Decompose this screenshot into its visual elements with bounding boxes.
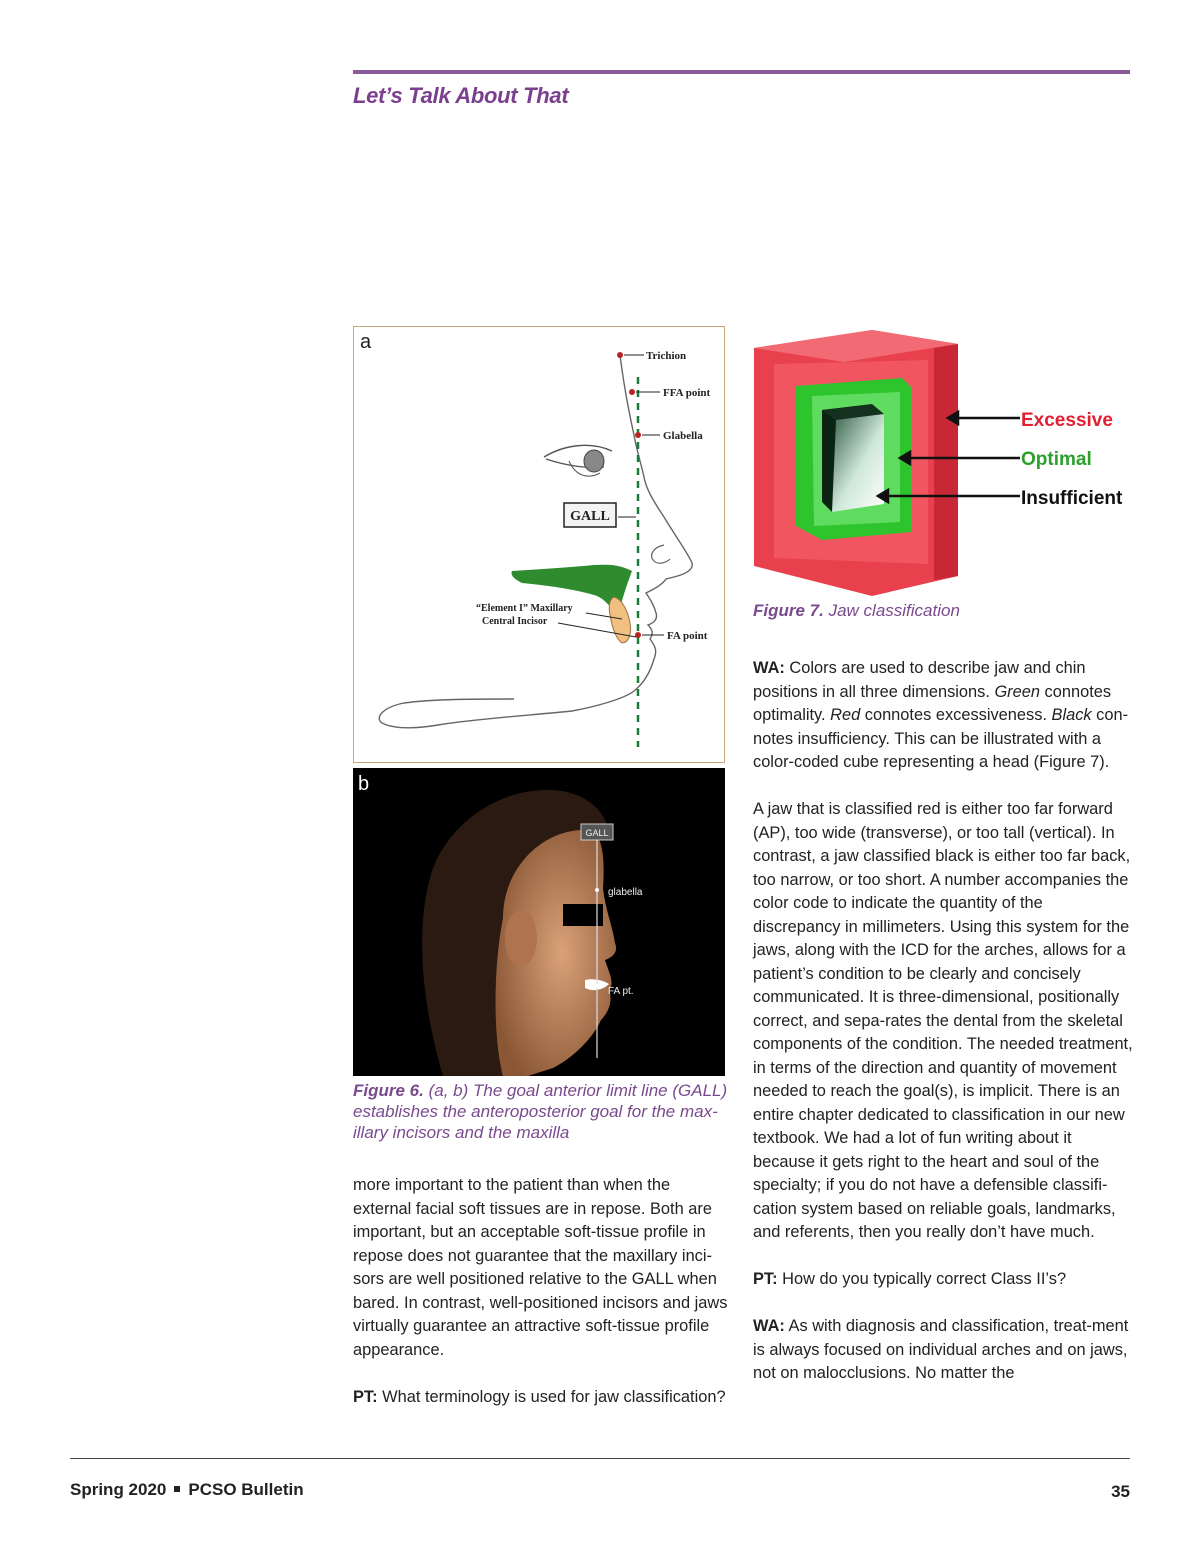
face-profile-outline [379,355,692,728]
label-glabella: Glabella [663,430,703,442]
question-text: What terminology is used for jaw classification? [377,1387,726,1406]
footer-publication [70,1480,304,1500]
footer-season: Spring 2020 [70,1480,167,1499]
answer-2-speaker: WA: [753,1317,785,1335]
page-number: 35 [1111,1482,1130,1501]
element-label-line1: “Element I” Maxillary [476,603,573,614]
eye-drawing [544,445,612,476]
label-trichion: Trichion [646,350,687,362]
answer-1-speaker: WA: [753,659,785,677]
footer-rule [70,1458,1130,1459]
header-rule [353,70,1130,74]
left-question [353,1386,731,1410]
fa-photo-label: FA pt. [608,986,634,997]
trichion-point [617,352,623,358]
glabella-photo-label: glabella [608,887,643,898]
section-title: Let’s Talk About That [353,83,569,108]
label-excessive: Excessive [1021,410,1113,431]
right-answer-2 [753,1315,1133,1386]
answer-1-red: Red [830,706,861,724]
figure-6b-photo [353,768,725,1076]
panel-label-b: b [358,773,370,795]
figure-7-caption-text: Jaw classification [823,601,960,620]
right-answer-1 [753,657,1133,775]
question-speaker: PT: [353,1387,378,1406]
glabella-point-marker [635,432,641,438]
figure-7-caption [753,600,1131,621]
figure-6-caption-text: (a, b) The goal anterior limit line (GALL) establishes the anteroposterior goal for the max-illary incisors and the maxilla [353,1081,728,1142]
answer-1-text-a: Colors are used to describe jaw and chin positions in all three dimensions. [753,659,1086,701]
footer-publication-name: PCSO Bulletin [188,1480,304,1499]
figure-7-caption-lead: Figure 7. [753,601,824,620]
answer-1-text-c: connotes excessiveness. [860,706,1052,724]
element-label-line2: Central Incisor [482,616,548,627]
right-column-text [753,657,1133,1409]
right-paragraph-2: A jaw that is classified red is either too far forward (AP), too wide (transverse), or too tall (vertical). In contrast, a jaw classified black is either too far back, too narrow, or too short. A number accompanies the color code to indicate the quantity of the discrepancy in millimeters. Using this system for the jaws, along with the ICD for the arches, allows for a patient’s condition to be clearly and concisely communicated. It is three-dimensional, positionally correct, and sepa-rates the dental from the skeletal components of the condition. The needed treatment, in terms of the direction and quantity of movement needed to reach the goal(s), is implicit. There is an entire chapter dedicated to classification in our new textbook. We had a lot of fun writing about it because it gets right to the heart and soul of the specialty; if you do not have a defensible classifi-cation system based on reliable goals, landmarks, and referents, then you really don’t have much. [753,800,1133,1241]
fa-dot [595,984,599,988]
label-ffa-point: FFA point [663,387,711,399]
answer-1-black: Black [1051,706,1092,724]
answer-1-green: Green [994,682,1040,701]
black-cube [822,404,884,512]
right-question-2 [753,1268,1133,1292]
figure-6-caption-lead: Figure 6. [353,1081,424,1100]
left-paragraph-1: more important to the patient than when the external facial soft tissues are in repose. Both are important, but an acceptable soft-tissue profile in repose does not guarantee that the maxillary inci-sors are well positioned relative to the GALL when bared. In contrast, well-positioned incisors and jaws virtually guarantee an attractive soft-tissue profile appearance. [353,1176,728,1359]
question-2-speaker: PT: [753,1270,778,1288]
left-column-text [353,1174,731,1433]
incisor-shape [609,597,630,643]
answer-1-text-d: con-notes insufficiency. This can be illustrated with a color-coded cube representing a head (Figure 7). [753,706,1129,771]
figure-6a-diagram [353,326,725,763]
figure-7-cube [752,326,1130,598]
ffa-point-marker [629,389,635,395]
footer-separator-square [174,1486,180,1492]
label-optimal: Optimal [1021,449,1092,470]
panel-label-a: a [360,331,372,353]
gall-label: GALL [570,509,610,524]
nostril-outline [652,545,670,563]
answer-1-text-b: connotes optimality. [753,682,1112,724]
gall-tag-label: GALL [585,828,609,838]
question-2-text: How do you typically correct Class II’s? [777,1270,1067,1288]
glabella-dot [595,888,599,892]
label-fa-point: FA point [667,630,708,642]
figure-6-caption [353,1080,731,1143]
answer-2-text: As with diagnosis and classification, treat-ment is always focused on individual arches and on jaws, not on malocclusions. No matter the [753,1317,1129,1382]
ear-shape [505,910,537,966]
label-insufficient: Insufficient [1021,488,1123,509]
